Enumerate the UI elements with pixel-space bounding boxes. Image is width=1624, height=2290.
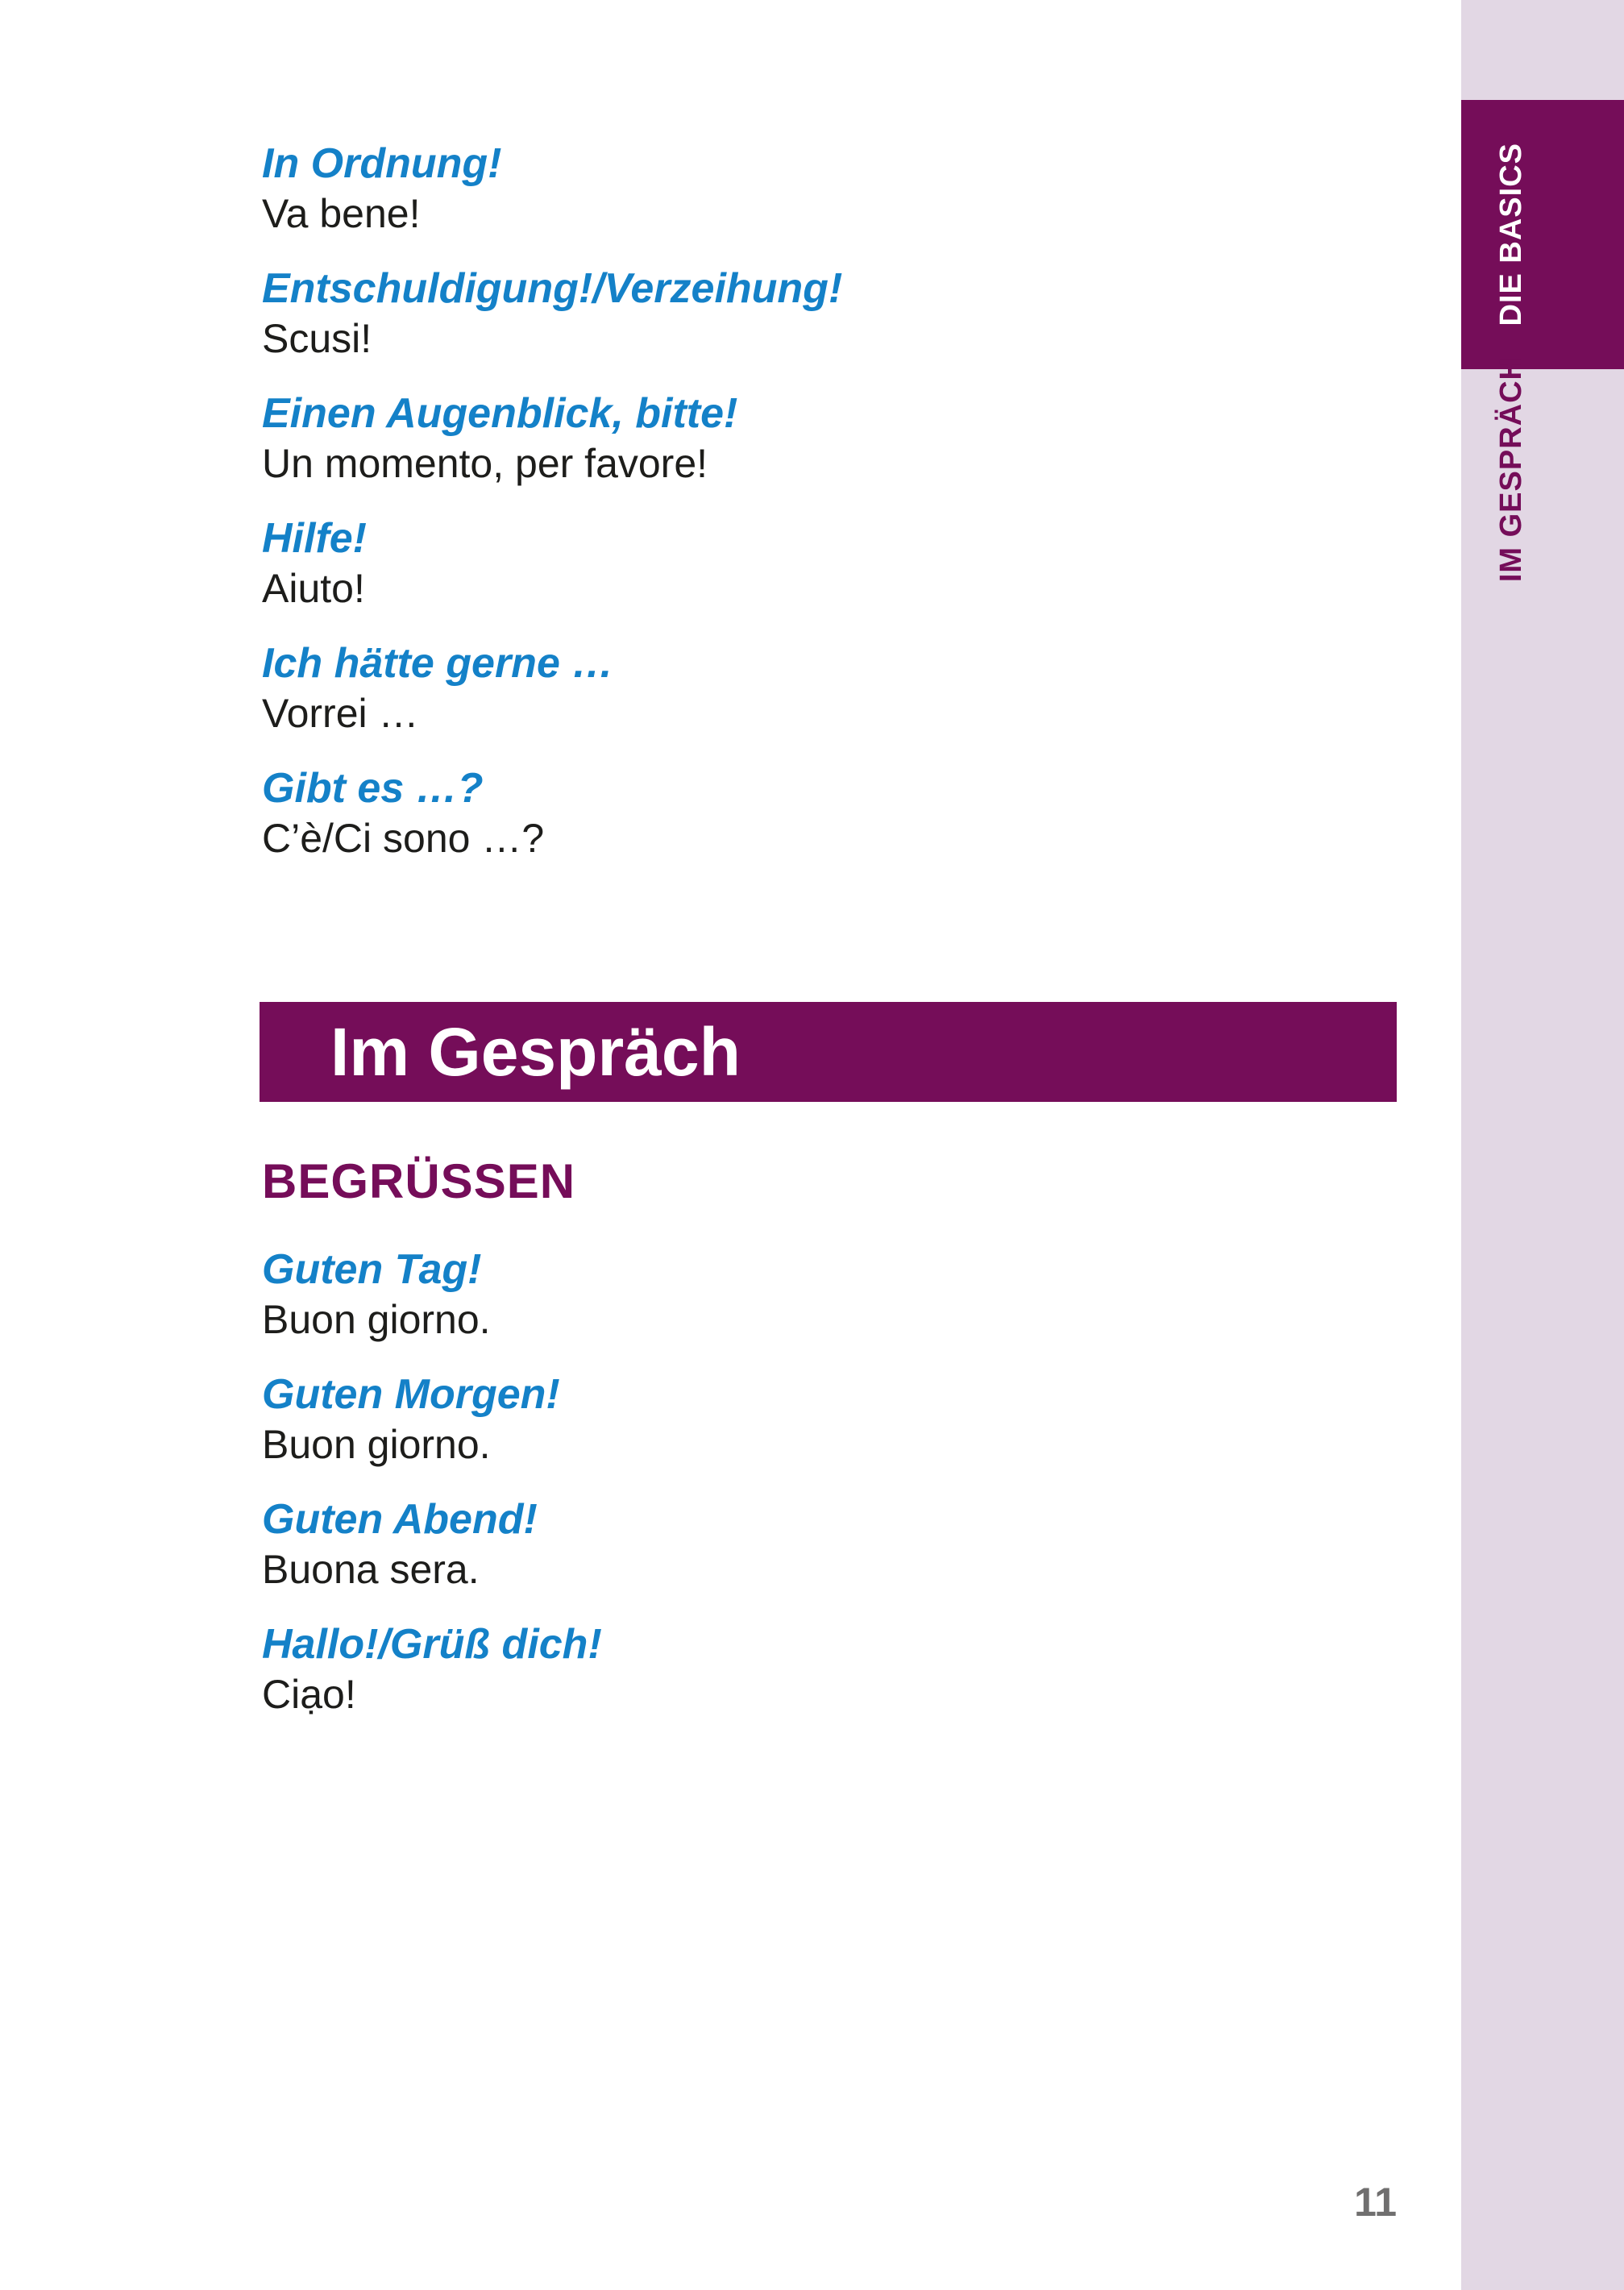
phrase-list-basics xyxy=(262,139,842,888)
phrase-entry xyxy=(262,1369,602,1469)
phrase-entry xyxy=(262,389,842,488)
phrase-list-begruessen xyxy=(262,1245,602,1744)
phrase-entry xyxy=(262,763,842,863)
section-banner-title: Im Gespräch xyxy=(330,1014,741,1090)
phrase-entry xyxy=(262,638,842,738)
phrase-german: Einen Augenblick, bitte! xyxy=(262,390,738,437)
phrase-german: Entschuldigung!/Verzeihung! xyxy=(262,265,843,312)
chapter-tab-die-basics xyxy=(1461,100,1624,369)
phrase-italian: Ciạo! xyxy=(262,1672,356,1717)
phrase-entry xyxy=(262,139,842,239)
phrase-italian: Buona sera. xyxy=(262,1547,480,1592)
section-banner xyxy=(260,1002,1397,1102)
phrase-german: Hallo!/Grüß dich! xyxy=(262,1621,602,1668)
phrase-entry xyxy=(262,1245,602,1344)
chapter-tab-label: DIE BASICS xyxy=(1493,143,1528,326)
phrase-german: Hilfe! xyxy=(262,515,367,562)
phrase-german: Guten Morgen! xyxy=(262,1371,560,1418)
phrase-italian: Scusi! xyxy=(262,316,372,361)
phrase-german: Ich hätte gerne … xyxy=(262,640,614,687)
phrase-italian: Buon giorno. xyxy=(262,1297,491,1342)
phrase-italian: C’è/Ci sono …? xyxy=(262,816,545,861)
phrase-entry xyxy=(262,1619,602,1719)
phrase-italian: Un momento, per favore! xyxy=(262,441,708,486)
phrase-german: Guten Abend! xyxy=(262,1496,538,1543)
phrase-german: In Ordnung! xyxy=(262,140,502,187)
phrase-italian: Aiuto! xyxy=(262,566,365,611)
phrase-entry xyxy=(262,513,842,613)
page-number: 11 xyxy=(1354,2180,1397,2225)
subsection-heading: BEGRÜSSEN xyxy=(262,1154,576,1208)
chapter-rail-im-gespraech xyxy=(1461,357,1624,583)
phrase-german: Guten Tag! xyxy=(262,1246,482,1293)
phrase-entry xyxy=(262,1494,602,1594)
phrase-italian: Buon giorno. xyxy=(262,1422,491,1467)
phrase-italian: Va bene! xyxy=(262,191,421,236)
phrase-entry xyxy=(262,264,842,364)
phrase-italian: Vorrei … xyxy=(262,691,419,736)
chapter-rail-label: IM GESPRÄCH xyxy=(1493,357,1528,583)
phrase-german: Gibt es …? xyxy=(262,765,484,812)
